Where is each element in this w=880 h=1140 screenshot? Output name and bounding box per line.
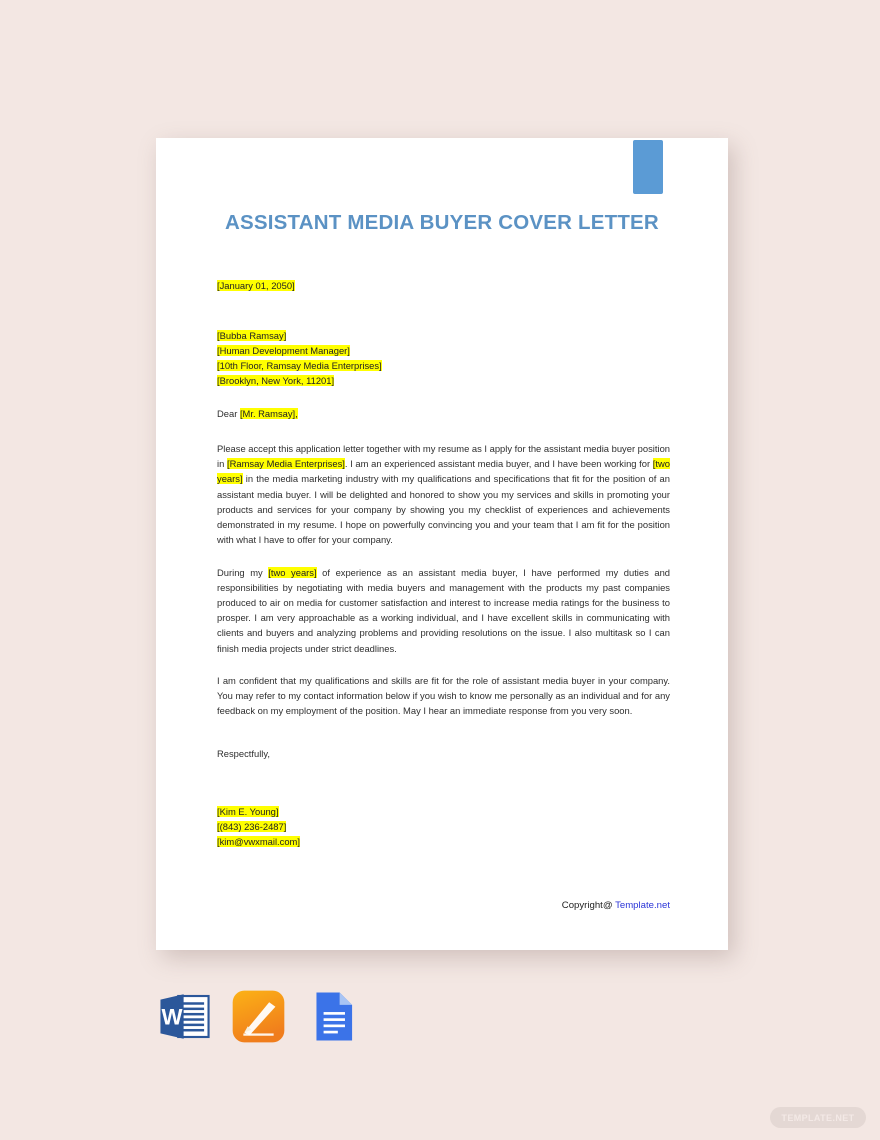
- format-icons-row: [156, 988, 361, 1045]
- google-docs-icon[interactable]: [304, 988, 361, 1045]
- signature-phone: [(843) 236-2487]: [217, 820, 287, 832]
- accent-bar-decoration: [633, 140, 663, 194]
- salutation: [217, 406, 670, 421]
- paragraph-2-part-2: of experience as an assistant media buyer, I have performed my duties and responsibilities by negotiating with media buyers and management with the products my past companies produced to air on media for customer satisfaction and interest to increase media ratings for the business to prosper. I am very approachable as a working individual, and I have excellent skills in communicating with clients and buyers and analyzing problems and providing resolutions on the issue. I also multitask so I can finish media projects under strict deadlines.: [217, 566, 671, 654]
- recipient-company: [10th Floor, Ramsay Media Enterprises]: [217, 359, 382, 371]
- body-paragraph-3: [217, 673, 670, 719]
- recipient-job-title: [Human Development Manager]: [217, 345, 350, 357]
- watermark-badge: TEMPLATE.NET: [770, 1107, 866, 1128]
- apple-pages-icon[interactable]: [230, 988, 287, 1045]
- signature-block: [217, 805, 670, 850]
- recipient-name: [Bubba Ramsay]: [217, 330, 287, 342]
- signature-phone-line: [217, 820, 670, 835]
- salutation-name: [Mr. Ramsay],: [239, 407, 298, 419]
- paragraph-1-part-2: . I am an experienced assistant media buyer, and I have been working for: [344, 458, 653, 470]
- paragraph-2-part-1: During my: [217, 566, 269, 578]
- paragraph-1-highlight-duration: [two years]: [217, 458, 670, 485]
- body-paragraph-1: [217, 441, 670, 548]
- recipient-name-line: [217, 329, 670, 344]
- recipient-block: [217, 329, 670, 388]
- closing-line: Respectfully,: [217, 747, 270, 759]
- document-page: [156, 138, 728, 950]
- body-paragraph-2: [217, 565, 670, 656]
- template-net-link[interactable]: Template.net: [615, 900, 670, 911]
- paragraph-1-part-3: in the media marketing industry with my qualifications and specifications that fit for the position of an assistant media buyer. I will be delighted and honored to show you my services and skills in promoting your products and services for your company by showing you my checklist of experiences and achievements demonstrated in my resume. I hope on powerfully convincing you and your team that I am fit for the position with what I have to offer for your company.: [217, 473, 670, 546]
- copyright-text: Copyright@: [561, 900, 616, 911]
- signature-name: [Kim E. Young]: [217, 805, 279, 817]
- recipient-title-line: [217, 344, 670, 359]
- recipient-address: [Brooklyn, New York, 11201]: [217, 374, 335, 386]
- paragraph-2-highlight-duration: [two years]: [268, 566, 317, 578]
- copyright-footer: [156, 900, 728, 911]
- recipient-company-line: [217, 359, 670, 374]
- paragraph-3-part-1: I am confident that my qualifications and skills are fit for the role of assistant media buyer in your company. You may refer to my contact information below if you wish to know me personally as an individual and for any feedback on my employment of the position. May I hear an immediate response from you very soon.: [217, 674, 670, 717]
- letter-body: [217, 278, 670, 849]
- salutation-prefix: Dear: [217, 407, 240, 419]
- signature-email-line: [217, 835, 670, 850]
- letter-date: [217, 278, 670, 293]
- signature-email: [kim@vwxmail.com]: [217, 835, 300, 847]
- page-title: ASSISTANT MEDIA BUYER COVER LETTER: [225, 211, 659, 234]
- svg-text:W: W: [161, 1004, 183, 1030]
- paragraph-1-highlight-company: [Ramsay Media Enterprises]: [226, 458, 345, 470]
- signature-name-line: [217, 805, 670, 820]
- paragraph-1-part-1: Please accept this application letter together with my resume as I apply for the assistant media buyer position in: [217, 442, 670, 470]
- recipient-address-line: [217, 374, 670, 389]
- microsoft-word-icon[interactable]: [156, 988, 213, 1045]
- letter-date-value: [January 01, 2050]: [217, 280, 295, 291]
